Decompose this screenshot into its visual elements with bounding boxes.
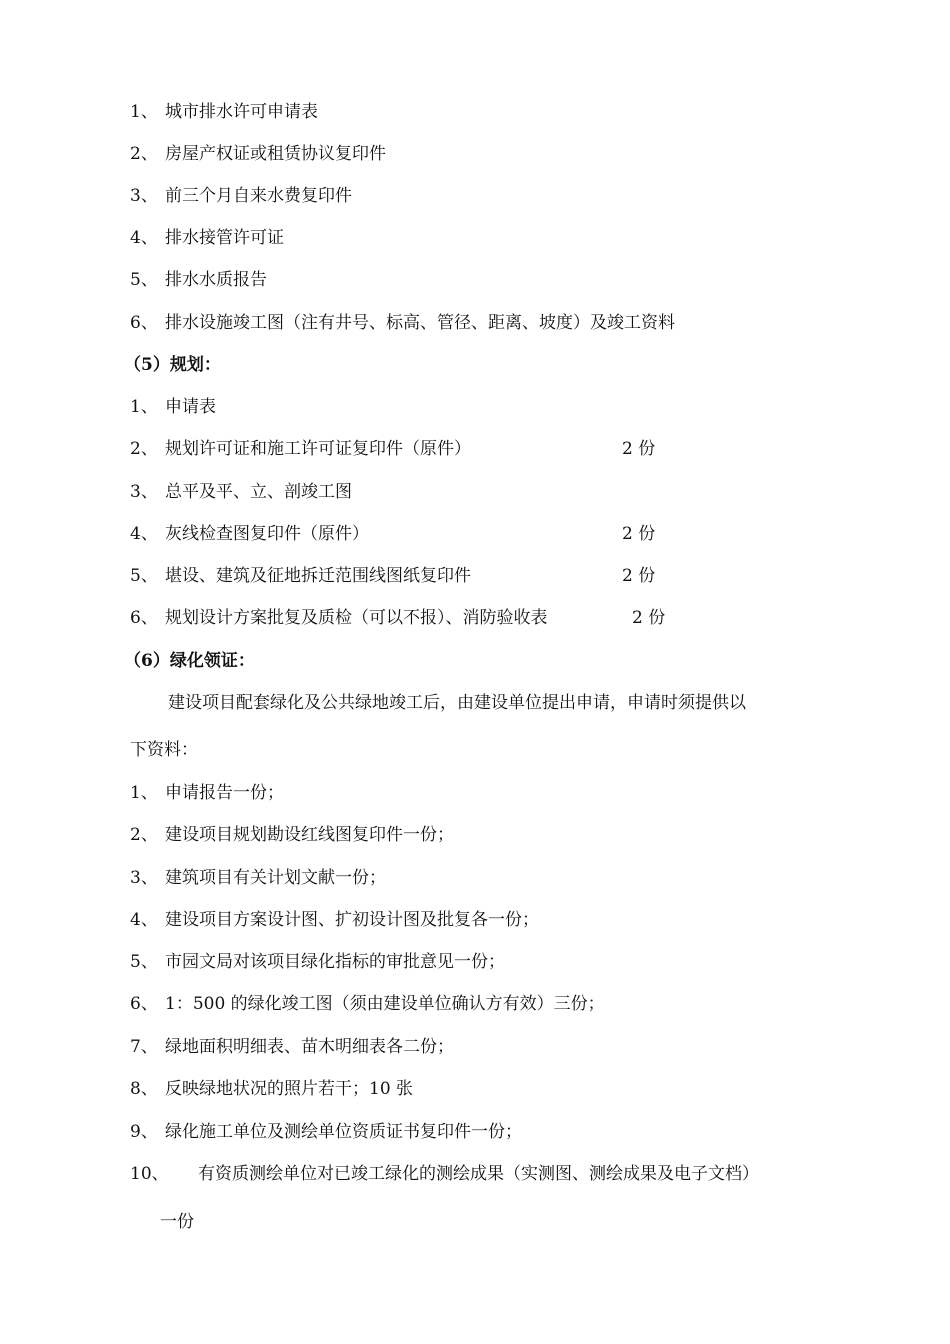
- item-number: 6、: [130, 994, 158, 1014]
- item-text: 绿化施工单位及测绘单位资质证书复印件一份；: [165, 1122, 522, 1142]
- item-number: 4、: [130, 228, 158, 248]
- item-number: 3、: [130, 482, 158, 502]
- item-number: 7、: [130, 1037, 158, 1057]
- item-quantity: 2 份: [622, 439, 656, 459]
- intro-paragraph-line-1: 建设项目配套绿化及公共绿地竣工后，由建设单位提出申请，申请时须提供以: [168, 693, 746, 713]
- item-number: 1、: [130, 102, 158, 122]
- item-quantity: 2 份: [622, 524, 656, 544]
- item-number: 6、: [130, 608, 158, 628]
- item-number: 3、: [130, 868, 158, 888]
- item-number: 3、: [130, 186, 158, 206]
- item-text: 排水水质报告: [165, 270, 267, 290]
- item-number: 9、: [130, 1122, 158, 1142]
- intro-paragraph-line-2: 下资料：: [130, 740, 198, 760]
- item-number: 2、: [130, 144, 158, 164]
- item-text: 申请报告一份；: [165, 783, 284, 803]
- item-text: 堪设、建筑及征地拆迁范围线图纸复印件: [165, 566, 471, 586]
- item-number: 6、: [130, 313, 158, 333]
- item-number: 1、: [130, 397, 158, 417]
- item-number: 2、: [130, 439, 158, 459]
- item-text: 规划许可证和施工许可证复印件（原件）: [165, 439, 471, 459]
- item-text: 城市排水许可申请表: [165, 102, 318, 122]
- item-text: 市园文局对该项目绿化指标的审批意见一份；: [165, 952, 505, 972]
- item-number: 2、: [130, 825, 158, 845]
- item-text: 排水接管许可证: [165, 228, 284, 248]
- item-text: 总平及平、立、剖竣工图: [165, 482, 352, 502]
- item-text: 房屋产权证或租赁协议复印件: [165, 144, 386, 164]
- item-number: 1、: [130, 783, 158, 803]
- section-heading-planning: （5）规划：: [124, 355, 221, 375]
- item-text: 建设项目方案设计图、扩初设计图及批复各一份；: [165, 910, 539, 930]
- item-number: 5、: [130, 566, 158, 586]
- item-text: 申请表: [165, 397, 216, 417]
- item-text: 灰线检查图复印件（原件）: [165, 524, 369, 544]
- item-quantity: 2 份: [632, 608, 666, 628]
- item-text: 反映绿地状况的照片若干；10 张: [165, 1079, 414, 1099]
- item-text: 排水设施竣工图（注有井号、标高、管径、距离、坡度）及竣工资料: [165, 313, 675, 333]
- item-number: 5、: [130, 270, 158, 290]
- section-heading-greening: （6）绿化领证：: [124, 651, 255, 671]
- item-number: 4、: [130, 524, 158, 544]
- item-number: 8、: [130, 1079, 158, 1099]
- item-text: 前三个月自来水费复印件: [165, 186, 352, 206]
- item-number: 5、: [130, 952, 158, 972]
- item-text: 有资质测绘单位对已竣工绿化的测绘成果（实测图、测绘成果及电子文档）: [198, 1164, 759, 1184]
- item-number: 4、: [130, 910, 158, 930]
- item-text: 建筑项目有关计划文献一份；: [165, 868, 386, 888]
- item-continuation: 一份: [160, 1212, 194, 1232]
- item-text: 规划设计方案批复及质检（可以不报）、消防验收表: [165, 608, 548, 628]
- item-text: 绿地面积明细表、苗木明细表各二份；: [165, 1037, 454, 1057]
- item-text: 1：500 的绿化竣工图（须由建设单位确认方有效）三份；: [165, 994, 605, 1014]
- item-number: 10、: [130, 1164, 169, 1184]
- item-quantity: 2 份: [622, 566, 656, 586]
- item-text: 建设项目规划勘设红线图复印件一份；: [165, 825, 454, 845]
